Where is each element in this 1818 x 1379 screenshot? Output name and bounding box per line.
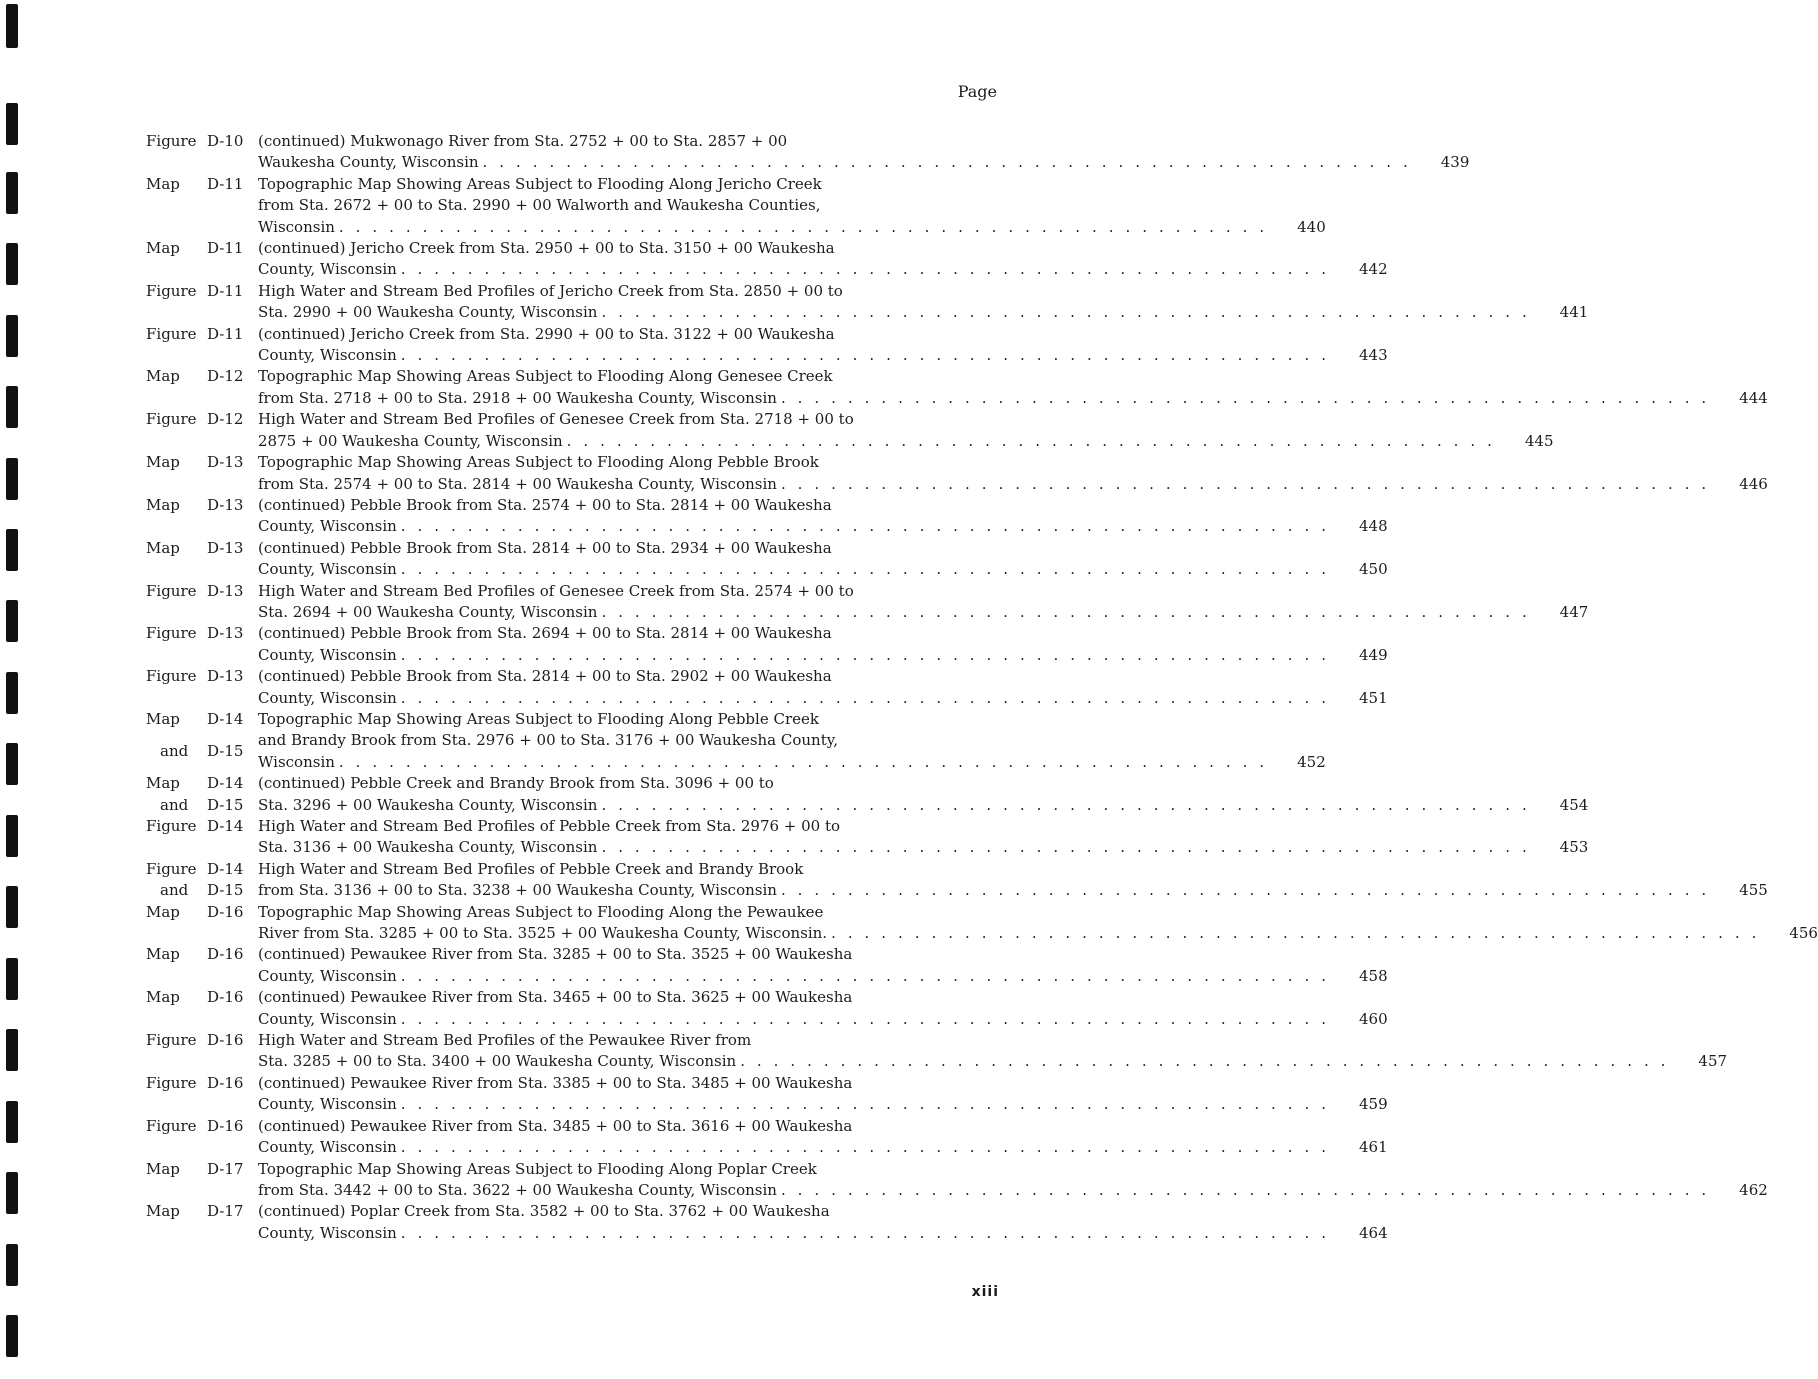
dot-leader [397,966,1330,987]
entry-id: D-16 [207,945,244,964]
entry-title [258,987,1330,1030]
entry-page-number: 446 [1739,474,1768,493]
dot-leader [597,837,1530,858]
entry-title-line: 2875 + 00 Waukesha County, Wisconsin [258,431,563,450]
toc-entry [146,902,1818,945]
entry-title [258,1201,1330,1244]
binding-hole [6,958,18,1000]
entry-type: Figure [146,281,197,300]
entry-title-line: Topographic Map Showing Areas Subject to Flooding Along Pebble Brook [258,453,819,472]
entry-title [258,1116,1330,1159]
entry-title-line: County, Wisconsin [258,1095,397,1114]
dot-leader [335,752,1268,773]
entry-type: Map [146,709,180,728]
entry-type: and [160,742,189,761]
entry-label [146,324,258,367]
entry-label [146,238,258,281]
entry-label [146,1073,258,1116]
toc-entry [146,623,1388,666]
entry-id: D-15 [207,881,244,900]
toc-entry [146,1201,1388,1244]
dot-leader [397,688,1330,709]
toc-entry [146,1073,1388,1116]
toc-entry [146,366,1768,409]
entry-title [258,581,1530,624]
entry-label [146,987,258,1030]
entry-id: D-12 [207,410,244,429]
entry-page-number: 464 [1359,1223,1388,1242]
entry-type: Figure [146,1031,197,1050]
entry-id: D-16 [207,1073,244,1092]
entry-id: D-14 [207,817,244,835]
entry-title-line: (continued) Pewaukee River from Sta. 3385 + 00 to Sta. 3485 + 00 Waukesha [258,1073,853,1092]
entry-page-number: 439 [1440,153,1470,172]
entry-label [146,859,258,902]
entry-title-line: (continued) Poplar Creek from Sta. 3582 + 00 to Sta. 3762 + 00 Waukesha [258,1202,830,1221]
entry-title-line: Topographic Map Showing Areas Subject to Flooding Along Pebble Creek [258,709,819,728]
entry-page-number: 445 [1524,431,1554,450]
dot-leader [479,152,1412,173]
entry-title [258,902,1760,945]
entry-type: Figure [146,1116,197,1135]
entry-title-line: Topographic Map Showing Areas Subject to Flooding Along Genesee Creek [258,367,833,386]
entry-page-number: 447 [1559,602,1589,621]
entry-id: D-11 [207,174,244,193]
binding-hole [6,243,18,285]
entry-label [146,174,258,238]
entry-page-number: 458 [1359,966,1388,985]
binding-hole [6,886,18,928]
entry-label [146,709,258,773]
entry-title-line: (continued) Pebble Brook from Sta. 2574 + 00 to Sta. 2814 + 00 Waukesha [258,495,832,514]
toc-entry [146,1030,1728,1073]
entry-title [258,452,1710,495]
entry-id: D-14 [207,774,244,793]
entry-page-number: 456 [1789,924,1818,943]
toc-entry [146,281,1589,324]
entry-page-number: 451 [1359,688,1388,707]
entry-type: Map [146,495,180,514]
entry-title-line: County, Wisconsin [258,260,397,279]
entry-title [258,666,1330,709]
entry-title-line: Wisconsin [258,217,335,236]
entry-title-line: County, Wisconsin [258,966,397,985]
entry-title [258,1159,1710,1202]
entry-title-line: (continued) Pebble Creek and Brandy Brook from Sta. 3096 + 00 to [258,774,774,793]
toc-entry [146,987,1388,1030]
dot-leader [597,302,1530,323]
entry-title-line: Sta. 2694 + 00 Waukesha County, Wisconsin [258,602,598,621]
entry-type: Figure [146,859,197,878]
binding-hole [6,1029,18,1071]
entry-title-line: High Water and Stream Bed Profiles of Jericho Creek from Sta. 2850 + 00 to [258,281,843,300]
entry-title-line: Sta. 3136 + 00 Waukesha County, Wisconsin [258,838,598,857]
entry-type: Figure [146,667,197,686]
binding-hole [6,743,18,785]
entry-title-line: County, Wisconsin [258,1138,397,1157]
entry-type: Figure [146,1073,197,1092]
entry-id: D-13 [207,538,244,557]
entry-id: D-12 [207,367,244,386]
entry-page-number: 460 [1359,1009,1388,1028]
entry-id: D-15 [207,795,244,814]
entry-label [146,281,258,324]
entry-type: Map [146,945,180,964]
entry-title-line: from Sta. 2718 + 00 to Sta. 2918 + 00 Waukesha County, Wisconsin [258,388,777,407]
entry-page-number: 450 [1359,560,1388,579]
entry-type: Map [146,1202,180,1221]
entry-label [146,816,258,859]
entry-title-line: County, Wisconsin [258,645,397,664]
entry-title [258,623,1330,666]
dot-leader [597,795,1530,816]
entry-title [258,859,1710,902]
entry-title [258,816,1530,859]
binding-holes [6,0,24,1379]
dot-leader [777,474,1710,495]
entry-title-line: (continued) Jericho Creek from Sta. 2990 + 00 to Sta. 3122 + 00 Waukesha [258,324,835,343]
entry-page-number: 455 [1739,881,1768,900]
entry-type: Map [146,538,180,557]
entry-page-number: 453 [1559,838,1589,857]
toc-entry [146,495,1388,538]
entry-title [258,495,1330,538]
entry-type: Map [146,988,180,1007]
binding-hole [6,600,18,642]
binding-hole [6,458,18,500]
entry-label [146,944,258,987]
dot-leader [597,602,1530,623]
dot-leader [397,1094,1330,1115]
entry-title-line: (continued) Jericho Creek from Sta. 2950 + 00 to Sta. 3150 + 00 Waukesha [258,239,835,258]
entry-id: D-16 [207,902,244,921]
entry-label [146,581,258,624]
entry-title [258,324,1330,367]
entry-title-line: (continued) Pewaukee River from Sta. 3485 + 00 to Sta. 3616 + 00 Waukesha [258,1116,853,1135]
entry-page-number: 443 [1359,346,1388,365]
entry-page-number: 457 [1698,1052,1728,1071]
entry-type: Map [146,367,180,386]
entry-id: D-13 [207,624,244,643]
entry-title-line: Wisconsin [258,752,335,771]
entry-title-line: from Sta. 3442 + 00 to Sta. 3622 + 00 Waukesha County, Wisconsin [258,1180,777,1199]
entry-title-line: County, Wisconsin [258,517,397,536]
entry-title-line: River from Sta. 3285 + 00 to Sta. 3525 + 00 Waukesha County, Wisconsin. [258,924,828,943]
entry-id: D-16 [207,988,244,1007]
toc-entry [146,1116,1388,1159]
entry-title-line: Sta. 2990 + 00 Waukesha County, Wisconsin [258,303,598,322]
entry-title-line: (continued) Pebble Brook from Sta. 2814 + 00 to Sta. 2902 + 00 Waukesha [258,667,832,686]
entry-title-line: County, Wisconsin [258,346,397,365]
entry-page-number: 454 [1559,795,1589,814]
table-of-contents [146,131,1818,1244]
entry-page-number: 452 [1297,752,1326,771]
entry-title-line: High Water and Stream Bed Profiles of Genesee Creek from Sta. 2718 + 00 to [258,410,854,429]
binding-hole [6,1244,18,1286]
entry-title-line: from Sta. 3136 + 00 to Sta. 3238 + 00 Waukesha County, Wisconsin [258,881,777,900]
binding-hole [6,1172,18,1214]
entry-title [258,773,1530,816]
entry-label [146,538,258,581]
binding-hole [6,1101,18,1143]
dot-leader [777,880,1710,901]
entry-page-number: 442 [1359,260,1388,279]
toc-entry [146,581,1589,624]
entry-label [146,495,258,538]
page-column-heading: Page [957,82,997,101]
toc-entry [146,709,1326,773]
entry-title-line: (continued) Pewaukee River from Sta. 3465 + 00 to Sta. 3625 + 00 Waukesha [258,988,853,1007]
entry-id: D-13 [207,581,244,600]
entry-title-line: Topographic Map Showing Areas Subject to Flooding Along the Pewaukee [258,902,824,921]
entry-type: and [160,795,189,814]
entry-title [258,538,1330,581]
dot-leader [397,559,1330,580]
binding-hole [6,529,18,571]
entry-type: Figure [146,410,197,429]
entry-title [258,238,1330,281]
entry-title-line: Waukesha County, Wisconsin [258,153,479,172]
entry-page-number: 441 [1559,303,1589,322]
entry-title-line: Topographic Map Showing Areas Subject to Flooding Along Jericho Creek [258,174,822,193]
entry-type: Map [146,774,180,793]
entry-title [258,131,1411,174]
entry-id: D-16 [207,1031,244,1050]
entry-title-line: County, Wisconsin [258,1009,397,1028]
entry-label [146,409,258,452]
dot-leader [777,388,1710,409]
entry-type: Figure [146,817,197,835]
entry-title [258,709,1268,773]
dot-leader [397,1009,1330,1030]
entry-page-number: 444 [1739,388,1768,407]
entry-type: Map [146,174,180,193]
toc-entry [146,773,1589,816]
entry-id: D-13 [207,667,244,686]
binding-hole [6,315,18,357]
entry-title [258,281,1530,324]
entry-type: Figure [146,624,197,643]
dot-leader [397,1223,1330,1244]
entry-type: Figure [146,581,197,600]
entry-type: Map [146,453,180,472]
entry-id: D-11 [207,239,244,258]
entry-type: Map [146,1159,180,1178]
entry-id: D-14 [207,859,244,878]
entry-title [258,366,1710,409]
entry-id: D-16 [207,1116,244,1135]
entry-label [146,773,258,816]
entry-title-line: from Sta. 2672 + 00 to Sta. 2990 + 00 Walworth and Waukesha Counties, [258,196,821,215]
entry-label [146,623,258,666]
toc-entry [146,859,1768,902]
entry-title-line: (continued) Pebble Brook from Sta. 2814 + 00 to Sta. 2934 + 00 Waukesha [258,538,832,557]
binding-hole [6,172,18,214]
entry-id: D-11 [207,281,244,300]
dot-leader [397,516,1330,537]
entry-label [146,1201,258,1244]
entry-label [146,1116,258,1159]
entry-id: D-17 [207,1202,244,1221]
entry-title-line: County, Wisconsin [258,1223,397,1242]
entry-id: D-10 [207,132,244,150]
entry-type: Map [146,902,180,921]
entry-page-number: 462 [1739,1180,1768,1199]
entry-title [258,1073,1330,1116]
entry-title-line: Topographic Map Showing Areas Subject to Flooding Along Poplar Creek [258,1159,817,1178]
binding-hole [6,815,18,857]
entry-title-line: High Water and Stream Bed Profiles of Genesee Creek from Sta. 2574 + 00 to [258,581,854,600]
entry-type: Figure [146,324,197,343]
entry-page-number: 448 [1359,517,1388,536]
binding-hole [6,672,18,714]
entry-label [146,902,258,945]
dot-leader [777,1180,1710,1201]
dot-leader [827,923,1760,944]
toc-entry [146,409,1554,452]
binding-hole [6,386,18,428]
binding-hole [6,103,18,145]
entry-title-line: Sta. 3296 + 00 Waukesha County, Wisconsin [258,795,598,814]
toc-entry [146,131,1470,174]
dot-leader [397,259,1330,280]
entry-title-line: and Brandy Brook from Sta. 2976 + 00 to Sta. 3176 + 00 Waukesha County, [258,731,838,750]
entry-page-number: 440 [1297,217,1326,236]
toc-entry [146,816,1589,859]
toc-entry [146,666,1388,709]
page-number: xiii [971,1284,999,1300]
entry-type: Figure [146,132,197,150]
entry-title-line: High Water and Stream Bed Profiles of the Pewaukee River from [258,1031,752,1050]
entry-id: D-13 [207,453,244,472]
entry-label [146,1030,258,1073]
entry-id: D-17 [207,1159,244,1178]
entry-title-line: High Water and Stream Bed Profiles of Pebble Creek from Sta. 2976 + 00 to [258,817,841,835]
binding-hole [6,1315,18,1357]
entry-title-line: from Sta. 2574 + 00 to Sta. 2814 + 00 Waukesha County, Wisconsin [258,474,777,493]
entry-title-line: Sta. 3285 + 00 to Sta. 3400 + 00 Waukesha County, Wisconsin [258,1052,737,1071]
toc-entry [146,238,1388,281]
entry-type: Map [146,239,180,258]
entry-title [258,409,1496,452]
entry-title-line: County, Wisconsin [258,688,397,707]
entry-label [146,452,258,495]
dot-leader [736,1051,1669,1072]
entry-title-line: (continued) Mukwonago River from Sta. 2752 + 00 to Sta. 2857 + 00 [258,132,788,150]
entry-id: D-13 [207,495,244,514]
entry-page-number: 461 [1359,1138,1388,1157]
dot-leader [397,1137,1330,1158]
entry-title-line: (continued) Pewaukee River from Sta. 3285 + 00 to Sta. 3525 + 00 Waukesha [258,945,853,964]
toc-entry [146,538,1388,581]
entry-page-number: 449 [1359,645,1388,664]
entry-id: D-15 [207,742,244,761]
toc-entry [146,174,1326,238]
toc-entry [146,944,1388,987]
toc-entry [146,452,1768,495]
toc-entry [146,324,1388,367]
entry-page-number: 459 [1359,1095,1388,1114]
entry-title-line: (continued) Pebble Brook from Sta. 2694 + 00 to Sta. 2814 + 00 Waukesha [258,624,832,643]
entry-title [258,1030,1669,1073]
dot-leader [563,431,1496,452]
dot-leader [335,217,1268,238]
binding-hole [6,4,18,48]
toc-entry [146,1159,1768,1202]
entry-id: D-14 [207,709,244,728]
dot-leader [397,345,1330,366]
dot-leader [397,645,1330,666]
entry-title-line: County, Wisconsin [258,560,397,579]
entry-type: and [160,881,189,900]
entry-label [146,666,258,709]
entry-title-line: High Water and Stream Bed Profiles of Pebble Creek and Brandy Brook [258,859,804,878]
entry-label [146,1159,258,1202]
entry-title [258,174,1268,238]
entry-label [146,131,258,174]
entry-label [146,366,258,409]
entry-title [258,944,1330,987]
entry-id: D-11 [207,324,244,343]
